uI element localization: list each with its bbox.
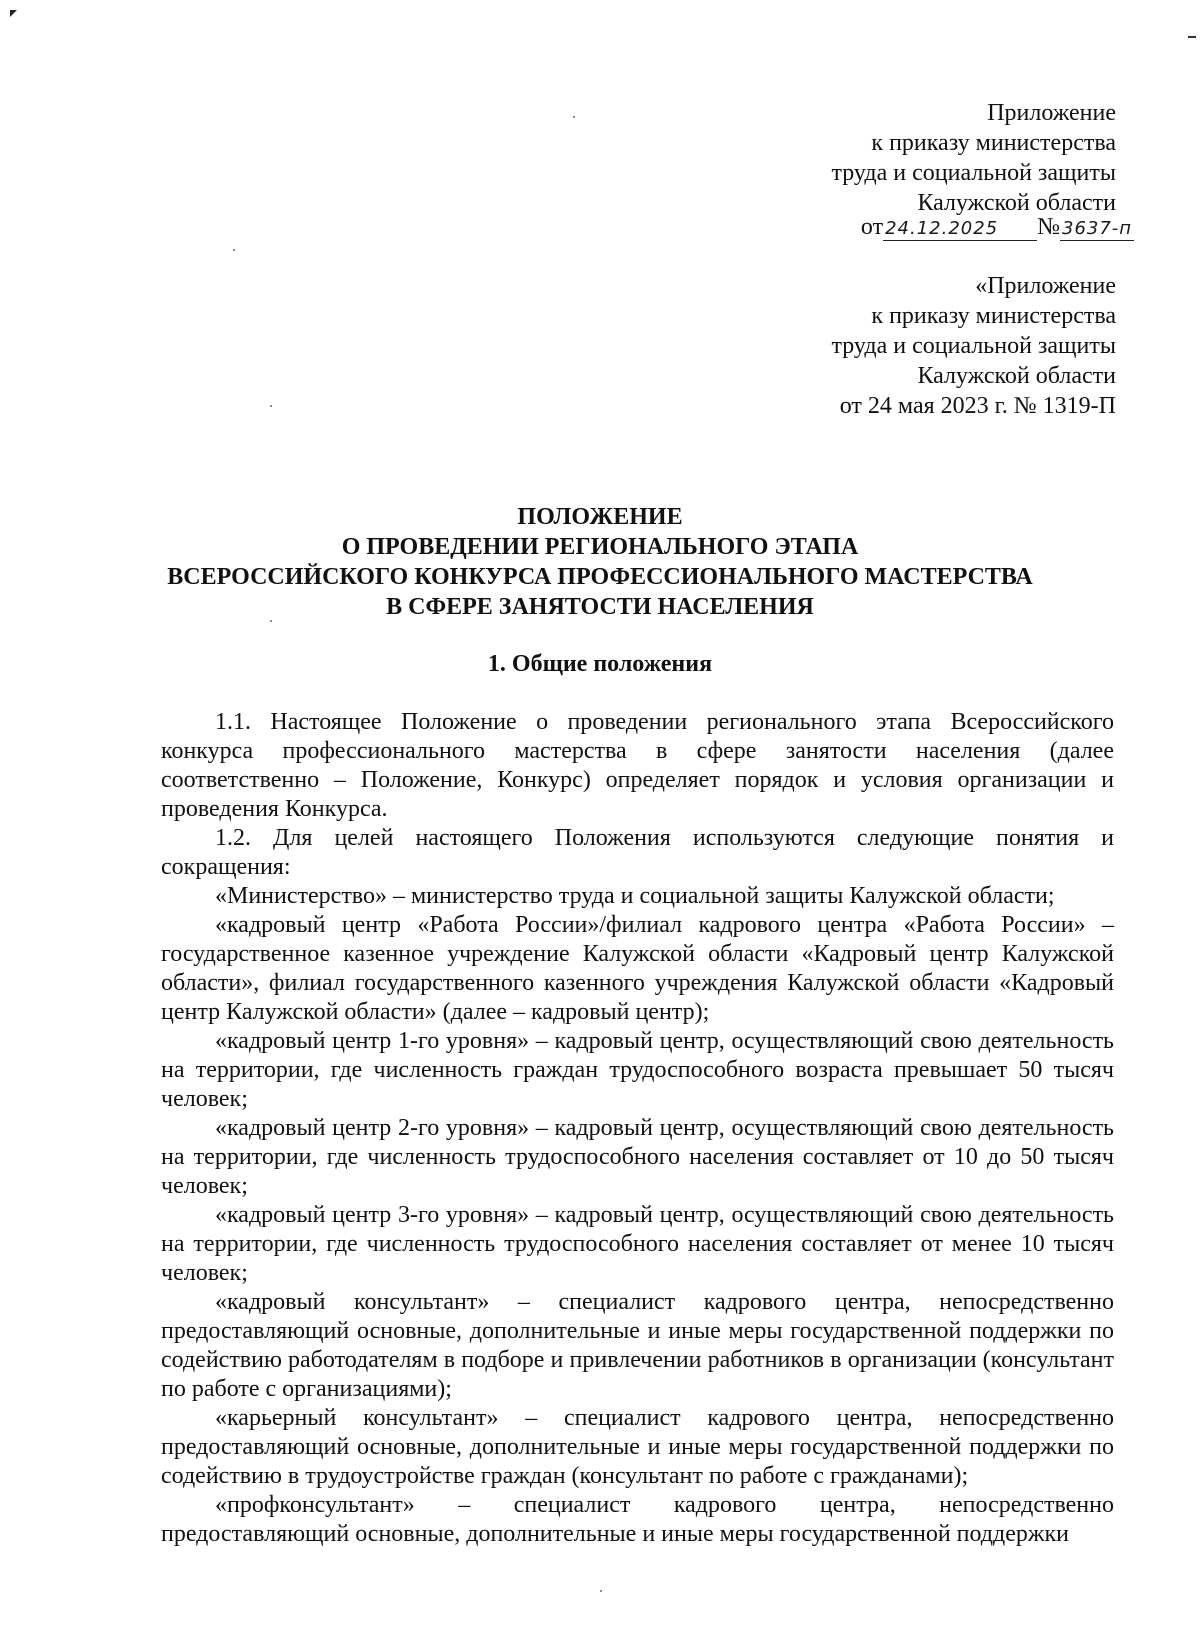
section-body <box>161 708 1114 1549</box>
order-line: Калужской области <box>917 190 1116 216</box>
scan-speck <box>233 249 235 251</box>
appendix-label: Приложение <box>987 100 1116 126</box>
scan-edge-mark <box>1188 36 1196 38</box>
number-sign: № <box>1037 214 1060 240</box>
date-prefix: от <box>860 214 884 240</box>
title-line: ПОЛОЖЕНИЕ <box>517 504 683 530</box>
handwritten-number: 3637-п <box>1062 218 1133 239</box>
title-line: ВСЕРОССИЙСКОГО КОНКУРСА ПРОФЕССИОНАЛЬНОГО МАСТЕРСТВА <box>167 564 1033 590</box>
paragraph: «кадровый центр 3-го уровня» – кадровый центр, осуществляющий свою деятельность на территории, где численность трудоспособного населения составляет от менее 10 тысяч человек; <box>161 1202 1114 1286</box>
appendix-label: «Приложение <box>975 273 1116 299</box>
document-title <box>0 502 1200 622</box>
order-date-number-line <box>861 212 1134 242</box>
paragraph: «кадровый консультант» – специалист кадрового центра, непосредственно предоставляющий основные, дополнительные и иные меры государственной поддержки по содействию работодателям в подборе и привлечении работников в организации (консультант по работе с организациями); <box>161 1289 1114 1402</box>
scan-speck <box>270 405 272 407</box>
paragraph: «кадровый центр 2-го уровня» – кадровый центр, осуществляющий свою деятельность на территории, где численность трудоспособного населения составляет от 10 до 50 тысяч человек; <box>161 1115 1114 1199</box>
scan-speck <box>573 116 575 118</box>
title-line: О ПРОВЕДЕНИИ РЕГИОНАЛЬНОГО ЭТАПА <box>341 534 859 560</box>
order-line: Калужской области <box>917 363 1116 389</box>
section-heading: 1. Общие положения <box>487 651 713 677</box>
order-line: труда и социальной защиты <box>831 160 1116 186</box>
prior-order-header <box>831 271 1116 421</box>
paragraph: «кадровый центр 1-го уровня» – кадровый центр, осуществляющий свою деятельность на территории, где численность граждан трудоспособного возраста превышает 50 тысяч человек; <box>161 1028 1114 1112</box>
order-date-line: от 24 мая 2023 г. № 1319-П <box>839 393 1116 419</box>
scan-corner-mark <box>10 10 17 17</box>
order-line: к приказу министерства <box>871 130 1116 156</box>
paragraph: 1.2. Для целей настоящего Положения используются следующие понятия и сокращения: <box>161 825 1114 880</box>
paragraph: «профконсультант» – специалист кадрового центра, непосредственно предоставляющий основные, дополнительные и иные меры государственной поддержки <box>161 1492 1114 1547</box>
order-line: труда и социальной защиты <box>831 333 1116 359</box>
order-line: к приказу министерства <box>871 303 1116 329</box>
paragraph: 1.1. Настоящее Положение о проведении регионального этапа Всероссийского конкурса профессионального мастерства в сфере занятости населения (далее соответственно – Положение, Конкурс) определяет порядок и условия организации и проведения Конкурса. <box>161 709 1114 822</box>
appendix-header <box>831 98 1116 218</box>
paragraph: «кадровый центр «Работа России»/филиал кадрового центра «Работа России» – государственное казенное учреждение Калужской области «Кадровый центр Калужской области», филиал государственного казенного учреждения Калужской области «Кадровый центр Калужской области» (далее – кадровый центр); <box>161 912 1114 1025</box>
scan-speck <box>600 1590 602 1592</box>
handwritten-date: 24.12.2025 <box>883 218 1037 241</box>
paragraph: «Министерство» – министерство труда и социальной защиты Калужской области; <box>215 883 1055 909</box>
title-line: В СФЕРЕ ЗАНЯТОСТИ НАСЕЛЕНИЯ <box>386 594 814 620</box>
paragraph: «карьерный консультант» – специалист кадрового центра, непосредственно предоставляющий основные, дополнительные и иные меры государственной поддержки по содействию в трудоустройстве граждан (консультант по работе с гражданами); <box>161 1405 1114 1489</box>
